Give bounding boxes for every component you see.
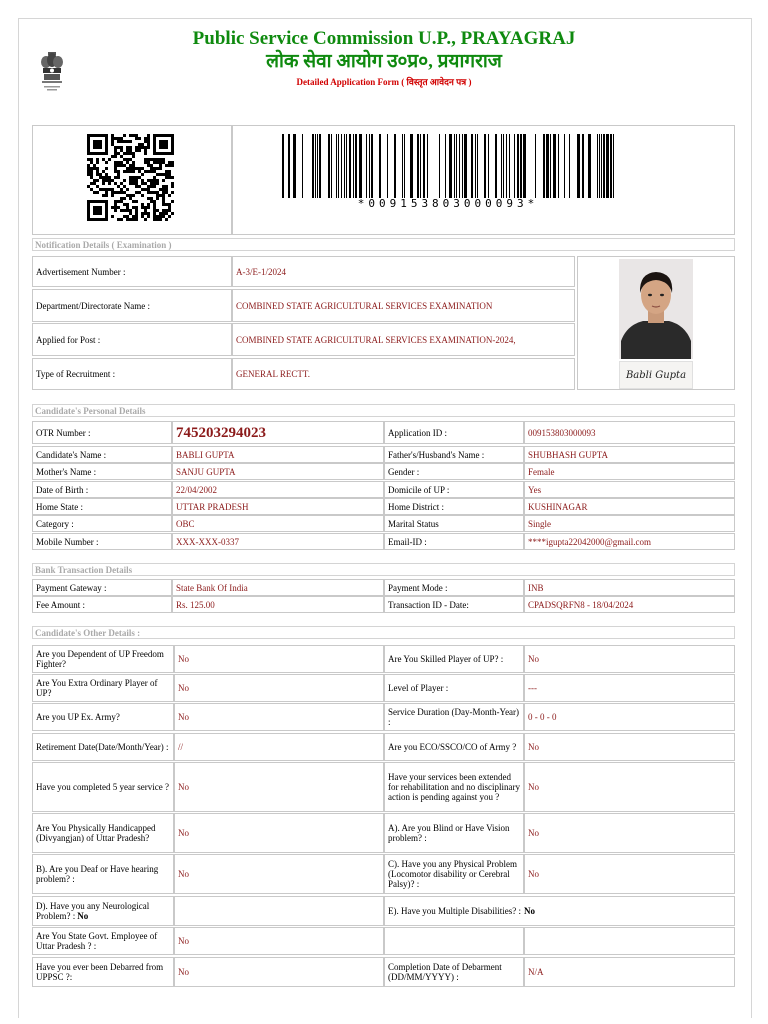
other-label-left [32, 733, 174, 761]
bank-value-right-text: CPADSQRFN8 - 18/04/2024 [528, 599, 634, 610]
value-otr-number: 745203294023 [172, 421, 384, 444]
other-value-left-text: No [178, 654, 189, 664]
other-label-right [384, 703, 524, 731]
personal-value-right [524, 515, 735, 532]
label-applied-for-post: Applied for Post : [32, 323, 232, 356]
personal-value-left-text: XXX-XXX-0337 [176, 536, 239, 547]
personal-value-right [524, 446, 735, 463]
personal-value-left [172, 446, 384, 463]
barcode-cell [232, 125, 735, 235]
personal-label-left-text: Category : [36, 518, 74, 529]
other-value-right [524, 813, 735, 853]
qr-code-cell [32, 125, 232, 235]
org-name-hindi: लोक सेवा आयोग उ०प्र०, प्रयागराज [266, 51, 502, 72]
personal-label-left [32, 498, 172, 515]
value-applied-for-post: COMBINED STATE AGRICULTURAL SERVICES EXAMINATION-2024, [232, 323, 575, 356]
personal-value-left-text: BABLI GUPTA [176, 449, 235, 460]
personal-value-left [172, 481, 384, 498]
other-label-right-text: E). Have you Multiple Disabilities? : [388, 906, 521, 916]
other-value-left [174, 896, 384, 926]
other-label-left-text: Are you Dependent of UP Freedom Fighter? [36, 649, 164, 669]
other-value-left-text: No [178, 712, 189, 722]
personal-label-right-text: Home District : [388, 501, 444, 512]
other-value-left [174, 674, 384, 702]
other-label-right-text: Are You Skilled Player of UP? : [388, 654, 504, 664]
personal-label-left-text: Mobile Number : [36, 536, 99, 547]
personal-label-right [384, 481, 524, 498]
other-label-right [384, 674, 524, 702]
personal-label-left-text: Home State : [36, 501, 83, 512]
other-label-right-text: Service Duration (Day-Month-Year) : [388, 707, 520, 727]
other-value-left [174, 703, 384, 731]
other-value-left-text: No [178, 828, 189, 838]
bank-label-right [384, 596, 524, 613]
other-label-right-text: Completion Date of Debarment (DD/MM/YYYY) : [388, 962, 502, 982]
other-inline-answer: No [523, 906, 535, 916]
other-value-left-text: No [178, 967, 189, 977]
other-label-left [32, 645, 174, 673]
value-type-of-recruitment: GENERAL RECTT. [232, 358, 575, 390]
other-value-left [174, 854, 384, 894]
other-label-left [32, 674, 174, 702]
label-application-id: Application ID : [384, 421, 524, 444]
personal-label-right [384, 498, 524, 515]
barcode-number: *009153803000093* [357, 197, 539, 210]
bank-value-left [172, 579, 384, 596]
other-label-left-text: Have you completed 5 year service ? [36, 782, 169, 792]
personal-label-right [384, 515, 524, 532]
personal-value-right-text: Female [528, 466, 555, 477]
other-value-right [524, 674, 735, 702]
other-label-left [32, 927, 174, 955]
other-label-left-text: Are You Extra Ordinary Player of UP? [36, 678, 158, 698]
other-label-left-text: Are you UP Ex. Army? [36, 712, 120, 722]
other-value-right [524, 927, 735, 955]
value-application-id: 009153803000093 [524, 421, 735, 444]
other-inline-answer: No [77, 911, 89, 921]
other-label-left [32, 957, 174, 987]
other-label-right-text: A). Are you Blind or Have Vision problem? : [388, 823, 510, 843]
other-label-left-text: Have you ever been Debarred from UPPSC ?: [36, 962, 164, 982]
photo-cell [577, 256, 735, 390]
personal-value-right-text: ****igupta22042000@gmail.com [528, 536, 652, 547]
org-name-english: Public Service Commission U.P., PRAYAGRAJ [192, 28, 576, 49]
personal-label-right [384, 533, 524, 550]
bank-label-left [32, 579, 172, 596]
other-value-left [174, 927, 384, 955]
personal-value-left [172, 533, 384, 550]
bank-value-right [524, 579, 735, 596]
personal-value-right [524, 463, 735, 480]
personal-value-left-text: 22/04/2002 [176, 484, 218, 495]
other-label-left-text: Are You Physically Handicapped (Divyangjan) of Uttar Pradesh? [36, 823, 156, 843]
personal-label-left [32, 533, 172, 550]
other-value-right-text: No [528, 654, 539, 664]
other-value-right-text: --- [528, 683, 537, 693]
other-value-left [174, 762, 384, 812]
other-label-right [384, 854, 524, 894]
other-label-right-text: Have your services been extended for rehabilitation and no disciplinary action is pending against you ? [388, 772, 520, 802]
bank-section-title: Bank Transaction Details [32, 563, 735, 576]
personal-label-left-text: Date of Birth : [36, 484, 89, 495]
signature-box [619, 361, 693, 389]
personal-value-right [524, 533, 735, 550]
label-advertisement-number: Advertisement Number : [32, 256, 232, 287]
other-value-right [524, 703, 735, 731]
qr-code-icon [87, 134, 177, 226]
personal-value-left-text: OBC [176, 518, 195, 529]
personal-value-right-text: SHUBHASH GUPTA [528, 449, 609, 460]
bank-label-right-text: Payment Mode : [388, 582, 448, 593]
bank-label-left [32, 596, 172, 613]
other-value-left [174, 645, 384, 673]
other-value-right [524, 854, 735, 894]
other-label-left [32, 762, 174, 812]
personal-label-right-text: Gender : [388, 466, 420, 477]
other-value-left-text: No [178, 782, 189, 792]
other-label-right [384, 896, 735, 926]
bank-value-left-text: Rs. 125.00 [176, 599, 215, 610]
other-label-right [384, 927, 524, 955]
value-department-name: COMBINED STATE AGRICULTURAL SERVICES EXAMINATION [232, 289, 575, 322]
other-value-right-text: No [528, 828, 539, 838]
notification-section-title: Notification Details ( Examination ) [32, 238, 735, 251]
other-value-right [524, 762, 735, 812]
other-label-right [384, 762, 524, 812]
personal-label-left [32, 515, 172, 532]
personal-label-right-text: Email-ID : [388, 536, 427, 547]
personal-value-right [524, 498, 735, 515]
other-label-left-text: B). Are you Deaf or Have hearing problem? : [36, 864, 159, 884]
other-label-right [384, 733, 524, 761]
label-otr-number: OTR Number : [32, 421, 172, 444]
bank-label-right [384, 579, 524, 596]
header [0, 28, 768, 88]
other-value-left [174, 733, 384, 761]
other-label-left [32, 703, 174, 731]
other-label-right-text: Level of Player : [388, 683, 449, 693]
bank-value-left-text: State Bank Of India [176, 582, 248, 593]
other-label-left-text: Retirement Date(Date/Month/Year) : [36, 742, 169, 752]
personal-value-left-text: UTTAR PRADESH [176, 501, 249, 512]
personal-value-right-text: KUSHINAGAR [528, 501, 588, 512]
personal-value-right-text: Yes [528, 484, 542, 495]
personal-label-left-text: Mother's Name : [36, 466, 97, 477]
barcode-icon [278, 134, 618, 198]
personal-label-left-text: Candidate's Name : [36, 449, 107, 460]
personal-label-right-text: Domicile of UP : [388, 484, 450, 495]
other-value-left-text: // [178, 742, 184, 752]
other-value-right-text: No [528, 782, 539, 792]
bank-value-right [524, 596, 735, 613]
personal-value-left [172, 463, 384, 480]
personal-label-right [384, 463, 524, 480]
other-value-left-text: No [178, 869, 189, 879]
personal-section-title: Candidate's Personal Details [32, 404, 735, 417]
other-value-right [524, 733, 735, 761]
other-label-left [32, 896, 174, 926]
personal-label-left [32, 463, 172, 480]
personal-value-right [524, 481, 735, 498]
value-advertisement-number: A-3/E-1/2024 [232, 256, 575, 287]
personal-label-left [32, 446, 172, 463]
personal-value-left-text: SANJU GUPTA [176, 466, 236, 477]
other-value-right-text: N/A [528, 967, 544, 977]
other-label-right [384, 645, 524, 673]
candidate-signature: Babli Gupta [625, 369, 687, 381]
other-value-right-text: No [528, 742, 539, 752]
bank-label-left-text: Fee Amount : [36, 599, 85, 610]
form-title: Detailed Application Form ( विस्तृत आवेदन पत्र ) [296, 77, 472, 87]
personal-label-right-text: Marital Status [388, 518, 439, 529]
bank-label-left-text: Payment Gateway : [36, 582, 107, 593]
other-value-left-text: No [178, 936, 189, 946]
personal-value-left [172, 498, 384, 515]
other-value-right-text: 0 - 0 - 0 [528, 712, 557, 722]
other-value-left-text: No [178, 683, 189, 693]
other-label-right-text: Are you ECO/SSCO/CO of Army ? [388, 742, 517, 752]
bank-label-right-text: Transaction ID - Date: [388, 599, 469, 610]
bank-value-right-text: INB [528, 582, 544, 593]
other-label-right [384, 813, 524, 853]
other-value-right [524, 957, 735, 987]
other-value-right-text: No [528, 869, 539, 879]
other-label-left [32, 854, 174, 894]
other-label-left-text: Are You State Govt. Employee of Uttar Pradesh ? : [36, 931, 158, 951]
other-section-title: Candidate's Other Details : [32, 626, 735, 639]
other-label-right-text: C). Have you any Physical Problem (Locomotor disability or Cerebral Palsy)? : [388, 859, 517, 889]
personal-value-right-text: Single [528, 518, 552, 529]
other-label-right [384, 957, 524, 987]
other-value-right [524, 645, 735, 673]
label-type-of-recruitment: Type of Recruitment : [32, 358, 232, 390]
personal-label-right-text: Father's/Husband's Name : [388, 449, 485, 460]
other-label-left [32, 813, 174, 853]
other-value-left [174, 957, 384, 987]
bank-value-left [172, 596, 384, 613]
personal-label-right [384, 446, 524, 463]
candidate-photo [619, 259, 693, 359]
personal-value-left [172, 515, 384, 532]
other-value-left [174, 813, 384, 853]
personal-label-left [32, 481, 172, 498]
label-department-name: Department/Directorate Name : [32, 289, 232, 322]
other-label-left-text: D). Have you any Neurological Problem? : [36, 901, 150, 921]
